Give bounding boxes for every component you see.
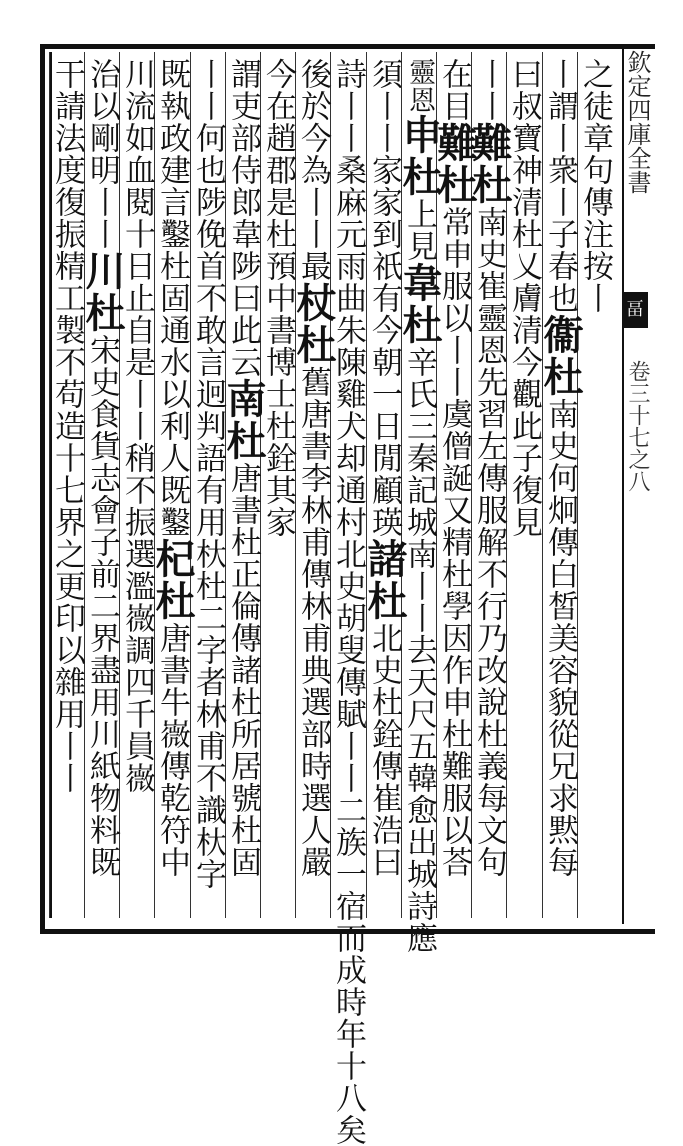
entry-heading: 杞杜 [149,538,196,622]
text-column [45,58,89,918]
entry-text: 上見 [401,198,437,262]
margin-fishtail-block [622,292,648,328]
entry-text: 須丨丨家家到祇有今朝一日閒顧瑛 [366,58,402,538]
entry-text: 川流如血閱十日止自是丨丨稍不振 [119,58,155,538]
entry-text: 南史崔靈恩先習左傳服解不行乃改說杜義每文句 [471,206,507,878]
entry-text: 丨謂丨衆丨子春也 [542,58,578,314]
margin-volume-label: 卷三十七之八 [625,360,650,492]
entry-text: 北史杜銓傳崔浩曰 [366,622,402,878]
entry-text: 北史胡叟傳賦丨丨二族一宿而成時年十八矣 [330,538,366,1146]
entry-text: 舊唐書李林甫傳林甫典選部時選人嚴 [295,366,331,878]
entry-heading: 申杜 [396,114,443,198]
entry-text: 在目 [436,58,472,122]
entry-text: 常申服以丨丨虞僧誕又精杜學因作申杜難服以荅 [436,206,472,878]
entry-text: 迥判語有用杕杜二字者林甫不識杕字 [190,378,226,890]
entry-heading: 諸杜 [361,538,408,622]
entry-heading: 難杜 [466,122,513,206]
entry-text: 精工製不苟造十七界之更印以雜用丨丨 [49,250,85,794]
entry-heading: 衞杜 [537,314,584,398]
entry-heading: 韋杜 [396,262,443,346]
entry-text: 選濫嶶調四千員嶶 [119,538,155,794]
margin-block-mark: 畐 [626,299,644,320]
entry-text: 干請法度復振 [49,58,85,250]
entry-text: 丨丨何也陟俛首不敢言 [190,58,226,378]
entry-text: 今在趙郡是杜預 [260,58,296,282]
entry-heading: 南杜 [220,378,267,462]
entry-heading: 難杜 [431,122,478,206]
entry-heading: 川杜 [79,250,126,334]
entry-text: 丨丨 [471,58,507,122]
entry-text: 辛氏三秦記城南丨丨去天尺五韓愈出城詩應 [401,346,437,954]
entry-text: 靈恩 [404,58,435,114]
entry-heading: 杖杜 [290,282,337,366]
margin-book-title: 欽定四庫全書 [623,50,651,194]
entry-text: 中書博士杜銓其家 [260,282,296,538]
entry-text: 詩丨丨桑麻元雨曲朱陳雞犬却通村 [330,58,366,538]
entry-text: 南史何炯傳白皙美容貌從兄求黙每 [542,398,578,878]
entry-text: 治以剛明丨丨 [84,58,120,250]
entry-text: 謂吏部侍郎韋陟曰此云 [225,58,261,378]
entry-text: 曰叔寶神清杜乂膚清今觀此子復見 [506,58,542,538]
entry-text: 宋史食貨志會子前二界盡用川紙物料既 [84,334,120,878]
entry-text: 唐書杜正倫傳諸杜所居號杜固 [225,462,261,878]
entry-text: 後於今為丨丨最 [295,58,331,282]
entry-text: 之徒章句傳注按丨 [577,58,613,314]
entry-text: 唐書牛嶶傳乾符中 [154,622,190,878]
entry-text: 既執政建言鑿杜固通水以利人既鑿 [154,58,190,538]
